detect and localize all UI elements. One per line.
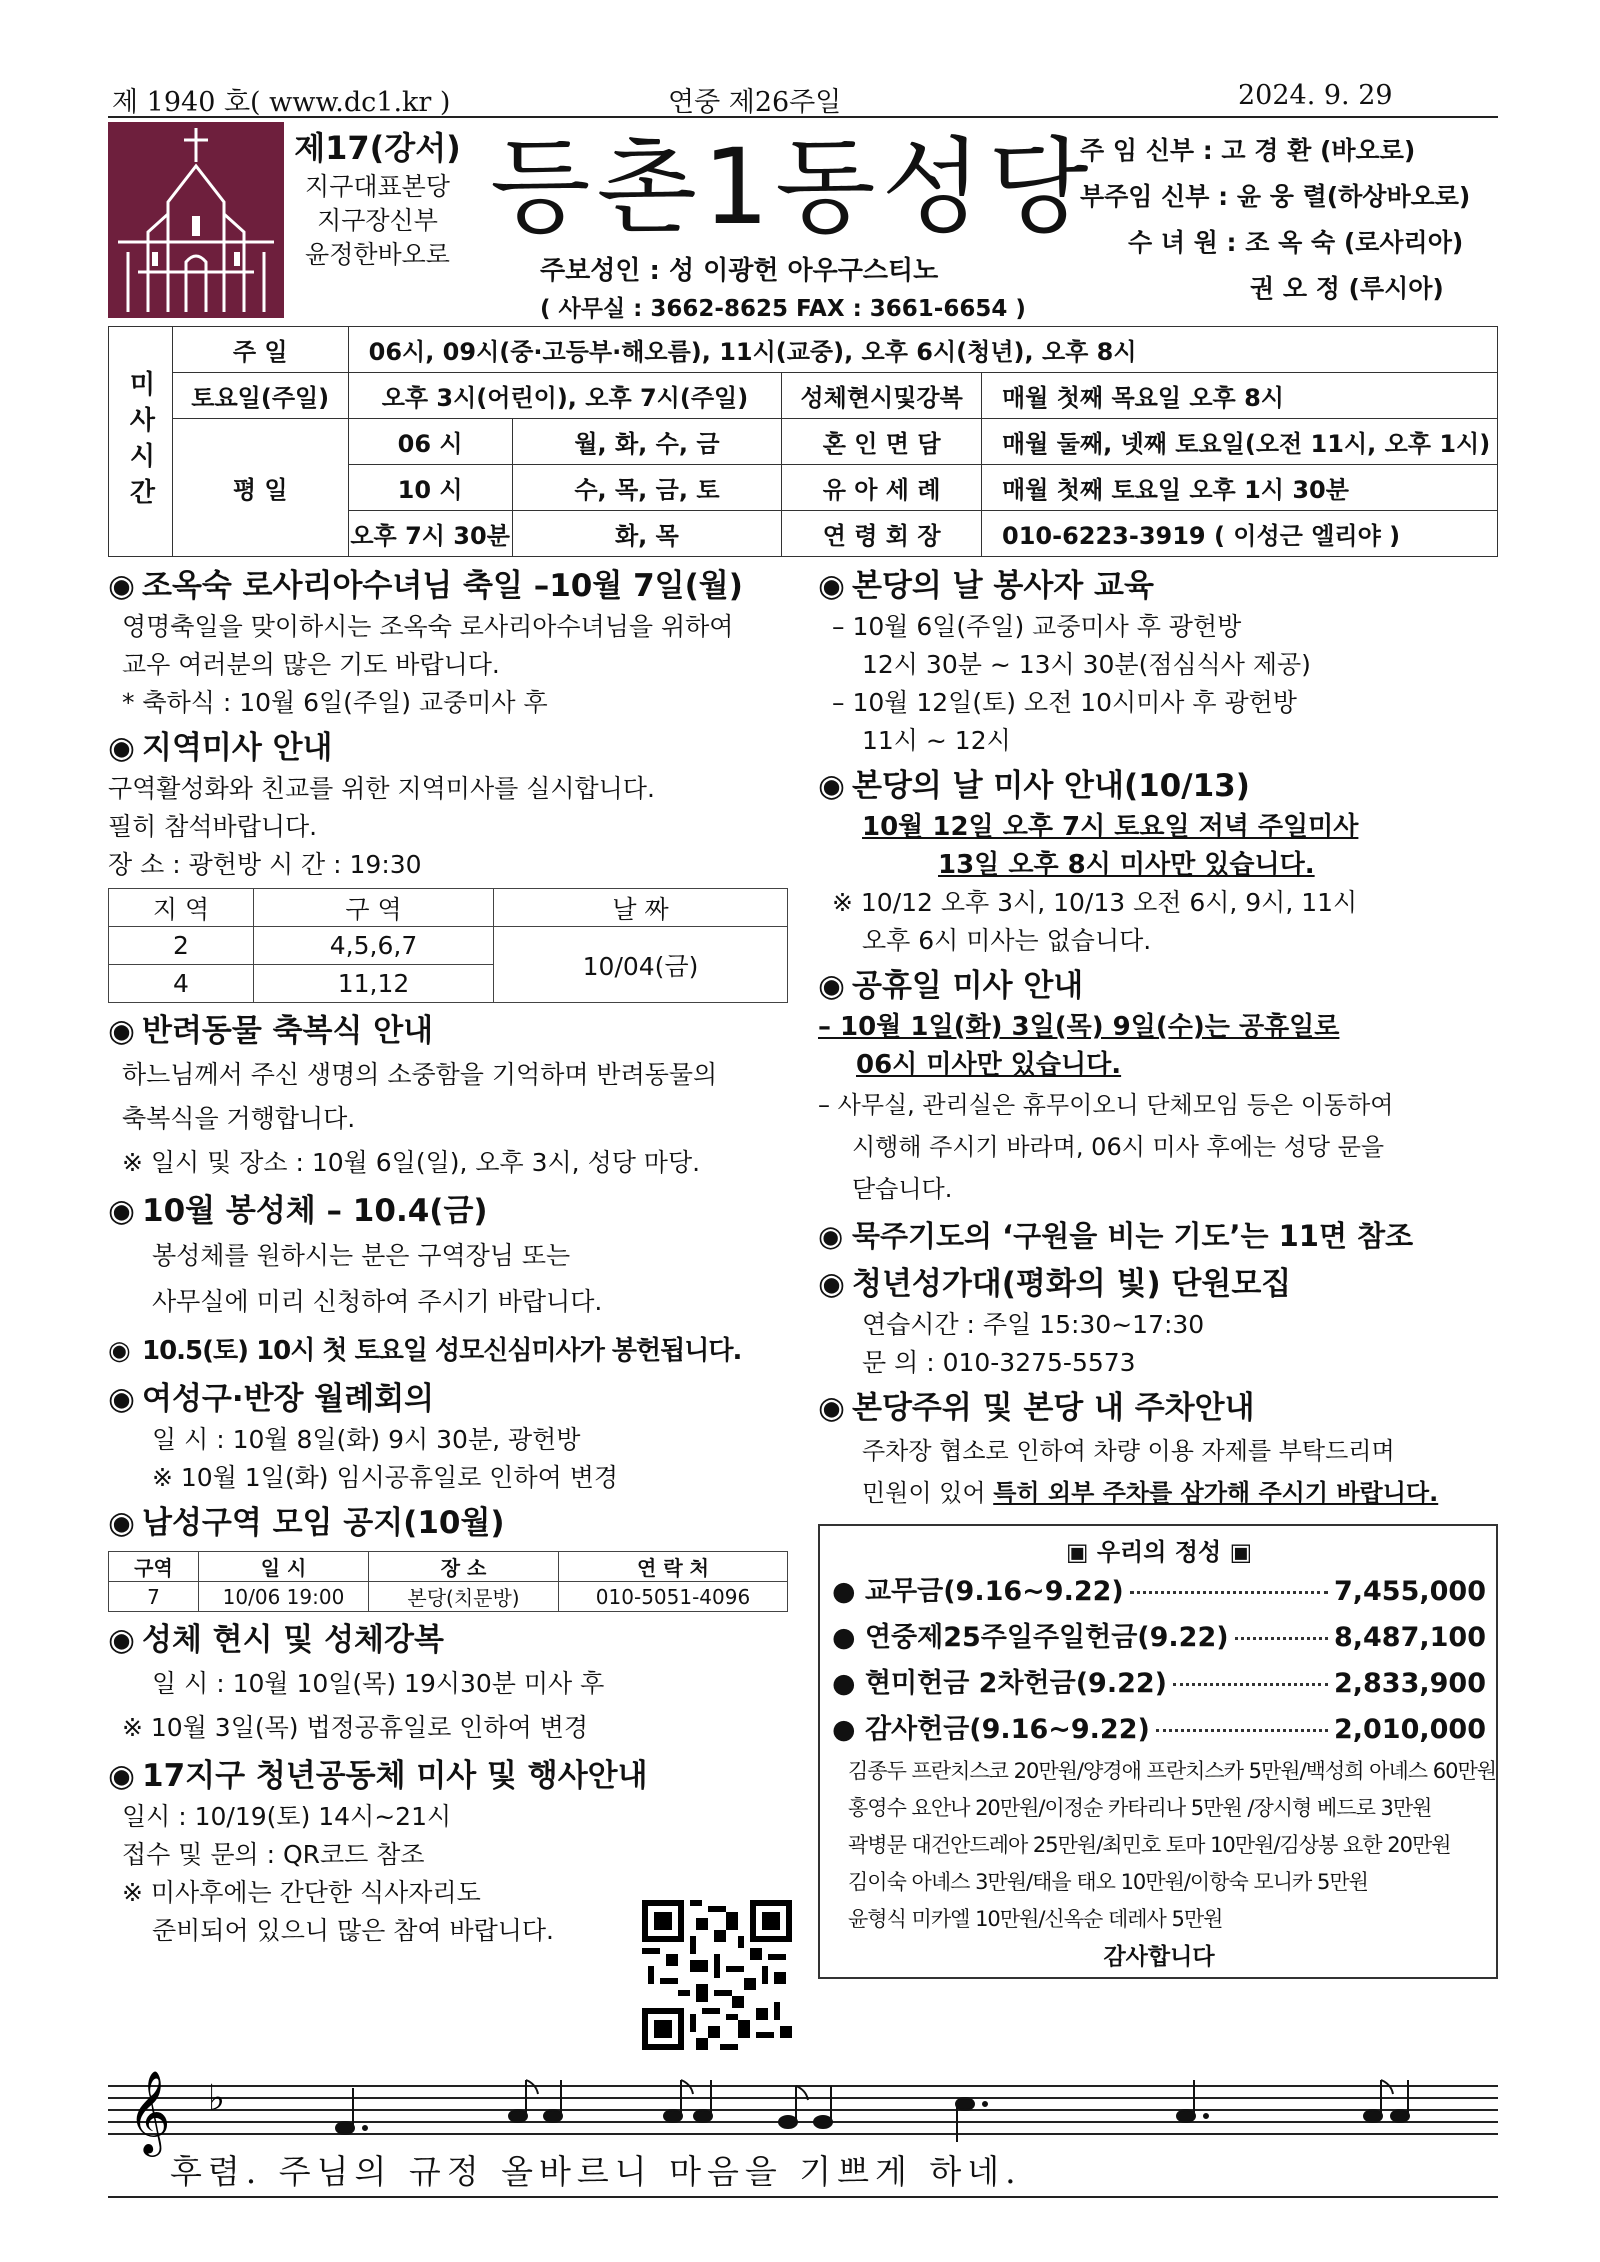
section-text: 시행해 주시기 바라며, 06시 미사 후에는 성당 문을 — [852, 1133, 1385, 1161]
section-text: 봉성체를 원하시는 분은 구역장님 또는 — [152, 1241, 571, 1270]
church-icon — [108, 122, 284, 318]
section-text: 일 시 : 10월 10일(목) 19시30분 미사 후 — [152, 1669, 605, 1698]
table-header: 장 소 — [369, 1552, 559, 1582]
sunday-label: 주 일 — [172, 327, 348, 373]
section-text: 장 소 : 광헌방 시 간 : 19:30 — [108, 850, 422, 879]
section-text: – 10월 12일(토) 오전 10시미사 후 광헌방 — [832, 688, 1297, 717]
section-text: ※ 일시 및 장소 : 10월 6일(일), 오후 3시, 성당 마당. — [122, 1148, 701, 1177]
bullet-icon: ◉ — [108, 1193, 136, 1229]
donor-line: 윤형식 미카엘 10만원/신옥순 데레사 5만원 — [848, 1907, 1223, 1931]
service-info: 매월 첫째 토요일 오후 1시 30분 — [982, 465, 1498, 511]
bullet-icon: ◉ — [108, 1758, 136, 1794]
section-text: * 축하식 : 10월 6일(주일) 교중미사 후 — [122, 688, 548, 717]
bullet-icon: ◉ — [108, 1013, 136, 1049]
table-cell: 4,5,6,7 — [254, 927, 494, 965]
table-cell: 2 — [109, 927, 254, 965]
bottom-rule — [108, 2196, 1498, 2198]
section-text: ※ 10/12 오후 3시, 10/13 오전 6시, 9시, 11시 — [832, 888, 1358, 917]
issue-date: 2024. 9. 29 — [1238, 80, 1393, 111]
section-title: ◉ 지역미사 안내 — [108, 726, 798, 770]
offering-item: ● 연중제25주일주일헌금(9.22) 8,487,100 — [832, 1622, 1486, 1653]
section-text: ※ 미사후에는 간단한 식사자리도 — [122, 1878, 481, 1907]
section-title: ◉ 본당의 날 미사 안내(10/13) — [818, 764, 1498, 808]
weekday-time: 06 시 — [348, 419, 512, 465]
bullet-icon: ◉ — [818, 1219, 844, 1253]
bullet-icon: ◉ — [818, 968, 846, 1004]
section-title: ◉ 묵주기도의 ‘구원을 비는 기도’는 11면 참조 — [818, 1214, 1498, 1258]
table-cell: 10/04(금) — [494, 927, 788, 1003]
table-header: 날 짜 — [494, 889, 788, 927]
table-cell: 11,12 — [254, 965, 494, 1003]
mass-side-label: 미사시간 — [109, 327, 173, 557]
section-title: ◉ 17지구 청년공동체 미사 및 행사안내 — [108, 1754, 798, 1798]
section-text: 교우 여러분의 많은 기도 바랍니다. — [122, 650, 500, 679]
section-title: ◉ 남성구역 모임 공지(10월) — [108, 1501, 798, 1545]
table-header: 연 락 처 — [559, 1552, 788, 1582]
section-text: 오후 6시 미사는 없습니다. — [862, 926, 1152, 955]
bullet-icon: ◉ — [818, 568, 846, 604]
section-text: 12시 30분 ~ 13시 30분(점심식사 제공) — [862, 650, 1311, 679]
staff-assistant: 부주임 신부 : 윤 웅 렬(하상바오로) — [1080, 182, 1471, 211]
table-header: 구역 — [109, 1552, 199, 1582]
service-info: 매월 둘째, 넷째 토요일(오전 11시, 오후 1시) — [982, 419, 1498, 465]
table-header: 구 역 — [254, 889, 494, 927]
weekday-days: 수, 목, 금, 토 — [512, 465, 782, 511]
mens-meeting-table — [108, 1551, 788, 1612]
parish-title: 등촌1동성당 — [490, 126, 1095, 248]
top-bar — [108, 74, 1498, 118]
mass-schedule-table — [108, 326, 1498, 557]
saturday-label: 토요일(주일) — [172, 373, 348, 419]
section-text: 준비되어 있으니 많은 참여 바랍니다. — [152, 1916, 554, 1945]
staff-list — [1080, 128, 1500, 312]
bullet-icon: ◉ — [108, 730, 136, 766]
left-column — [108, 560, 798, 1950]
section-text: 구역활성화와 친교를 위한 지역미사를 실시합니다. — [108, 774, 655, 803]
office-contact: ( 사무실 : 3662-8625 FAX : 3661-6654 ) — [540, 296, 1026, 322]
bullet-icon: ◉ — [108, 568, 136, 604]
bullet-icon: ◉ — [818, 1390, 846, 1426]
hymn-lyrics: 후렴. 주님의 규정 올바르니 마음을 기쁘게 하네. — [170, 2152, 1022, 2191]
section-text: – 10월 6일(주일) 교중미사 후 광헌방 — [832, 612, 1242, 641]
qr-code-icon — [642, 1900, 792, 2050]
offering-title: ▣ 우리의 정성 ▣ — [1065, 1538, 1253, 1566]
notice-bold: 13일 오후 8시 미사만 있습니다. — [938, 850, 1315, 880]
district-line: 지구장신부 — [317, 206, 438, 235]
staff-sister: 수 녀 원 : 조 옥 숙 (로사리아) — [1128, 228, 1464, 257]
liturgical-week: 연중 제26주일 — [668, 87, 842, 118]
section-text: 연습시간 : 주일 15:30~17:30 — [862, 1310, 1205, 1339]
bullet-icon: ◉ — [818, 768, 846, 804]
weekday-time: 10 시 — [348, 465, 512, 511]
district-line: 지구대표본당 — [305, 172, 450, 201]
offering-item: ● 현미헌금 2차헌금(9.22) 2,833,900 — [832, 1668, 1486, 1699]
district-number: 제17(강서) — [294, 129, 461, 167]
section-text: 축복식을 거행합니다. — [122, 1104, 356, 1133]
section-title: ◉ 반려동물 축복식 안내 — [108, 1009, 798, 1053]
donor-line: 곽병문 대건안드레아 25만원/최민호 토마 10만원/김상봉 요한 20만원 — [848, 1833, 1451, 1857]
service-label: 혼 인 면 담 — [782, 419, 982, 465]
section-text: 닫습니다. — [852, 1175, 953, 1203]
table-header: 일 시 — [199, 1552, 369, 1582]
section-title: ◉ 청년성가대(평화의 빛) 단원모집 — [818, 1262, 1498, 1306]
section-text: 영명축일을 맞이하시는 조옥숙 로사리아수녀님을 위하여 — [122, 612, 734, 641]
section-text: 하느님께서 주신 생명의 소중함을 기억하며 반려동물의 — [122, 1060, 718, 1089]
offering-box — [818, 1524, 1498, 1979]
weekday-days: 화, 목 — [512, 511, 782, 557]
section-text: ※ 10월 3일(목) 법정공휴일로 인하여 변경 — [122, 1713, 589, 1742]
church-logo — [108, 122, 284, 318]
offering-item: ● 교무금(9.16~9.22) 7,455,000 — [832, 1576, 1486, 1607]
adoration-time: 매월 첫째 목요일 오후 8시 — [982, 373, 1498, 419]
section-text: 11시 ~ 12시 — [862, 726, 1011, 755]
adoration-label: 성체현시및강복 — [782, 373, 982, 419]
svg-text:𝄞: 𝄞 — [128, 2069, 171, 2153]
weekday-time: 오후 7시 30분 — [348, 511, 512, 557]
donor-line: 김종두 프란치스코 20만원/양경애 프란치스카 5만원/백성희 아녜스 60만원 — [848, 1759, 1497, 1783]
section-text: 접수 및 문의 : QR코드 참조 — [122, 1840, 425, 1869]
section-text: 문 의 : 010-3275-5573 — [862, 1348, 1136, 1377]
service-label: 연 령 회 장 — [782, 511, 982, 557]
section-text: ※ 10월 1일(화) 임시공휴일로 인하여 변경 — [152, 1463, 619, 1492]
section-title: ◉ 본당주위 및 본당 내 주차안내 — [818, 1386, 1498, 1430]
weekday-label: 평 일 — [172, 419, 348, 557]
regional-mass-table — [108, 888, 788, 1003]
bullet-icon: ◉ — [108, 1381, 136, 1417]
notice-bold: – 10월 1일(화) 3일(목) 9일(수)는 공휴일로 — [818, 1012, 1340, 1042]
bullet-icon: ◉ — [818, 1266, 846, 1302]
district-line: 윤정한바오로 — [305, 240, 450, 269]
service-info: 010-6223-3919 ( 이성근 엘리야 ) — [982, 511, 1498, 557]
staff-pastor: 주 임 신부 : 고 경 환 (바오로) — [1080, 136, 1416, 165]
table-cell: 010-5051-4096 — [559, 1582, 788, 1612]
table-cell: 10/06 19:00 — [199, 1582, 369, 1612]
section-text: 민원이 있어 특히 외부 주차를 삼가해 주시기 바랍니다. — [862, 1479, 1439, 1507]
section-title: ◉ 여성구·반장 월례회의 — [108, 1377, 798, 1421]
notice-bold: 06시 미사만 있습니다. — [856, 1050, 1122, 1080]
table-cell: 7 — [109, 1582, 199, 1612]
section-title: ◉ 조옥숙 로사리아수녀님 축일 –10월 7일(월) — [108, 564, 798, 608]
saturday-times: 오후 3시(어린이), 오후 7시(주일) — [348, 373, 782, 419]
issue-number: 제 1940 호( www.dc1.kr ) — [112, 87, 451, 118]
section-text: 일 시 : 10월 8일(화) 9시 30분, 광헌방 — [152, 1425, 581, 1454]
section-text: 필히 참석바랍니다. — [108, 812, 318, 841]
district-info — [290, 126, 465, 272]
bullet-icon: ◉ — [108, 1622, 136, 1658]
section-title: ◉ 성체 현시 및 성체강복 — [108, 1618, 798, 1662]
section-text: 주차장 협소로 인하여 차량 이용 자제를 부탁드리며 — [862, 1437, 1395, 1465]
service-label: 유 아 세 례 — [782, 465, 982, 511]
weekday-days: 월, 화, 수, 금 — [512, 419, 782, 465]
patron-saint: 주보성인 : 성 이광헌 아우구스티노 — [540, 256, 939, 286]
table-cell: 4 — [109, 965, 254, 1003]
donor-line: 홍영수 요안나 20만원/이정순 카타리나 5만원 /장시형 베드로 3만원 — [848, 1796, 1432, 1820]
offering-item: ● 감사헌금(9.16~9.22) 2,010,000 — [832, 1714, 1486, 1745]
staff-sister: 권 오 정 (루시아) — [1250, 274, 1444, 303]
section-title: ◉ 본당의 날 봉사자 교육 — [818, 564, 1498, 608]
sunday-times: 06시, 09시(중·고등부·해오름), 11시(교중), 오후 6시(청년), 오후 8시 — [348, 327, 1497, 373]
section-text: – 사무실, 관리실은 휴무이오니 단체모임 등은 이동하여 — [818, 1091, 1394, 1119]
donor-line: 김이숙 아녜스 3만원/태을 태오 10만원/이항숙 모니카 5만원 — [848, 1870, 1368, 1894]
qr-code[interactable] — [642, 1900, 792, 2050]
section-title: ◉ 공휴일 미사 안내 — [818, 964, 1498, 1008]
svg-text:♭: ♭ — [208, 2078, 225, 2119]
table-header: 지 역 — [109, 889, 254, 927]
bullet-icon: ◉ — [108, 1505, 136, 1541]
section-title: ◉ 10.5(토) 10시 첫 토요일 성모신심미사가 봉헌됩니다. — [108, 1329, 798, 1373]
section-title: ◉ 10월 봉성체 – 10.4(금) — [108, 1189, 798, 1233]
bullet-icon: ◉ — [108, 1336, 130, 1366]
section-text: 일시 : 10/19(토) 14시~21시 — [122, 1802, 452, 1831]
right-column — [818, 560, 1498, 1979]
table-cell: 본당(치문방) — [369, 1582, 559, 1612]
notice-bold: 10월 12일 오후 7시 토요일 저녁 주일미사 — [862, 812, 1359, 842]
section-text: 사무실에 미리 신청하여 주시기 바랍니다. — [152, 1287, 603, 1316]
thanks-text: 감사합니다 — [1103, 1944, 1215, 1970]
